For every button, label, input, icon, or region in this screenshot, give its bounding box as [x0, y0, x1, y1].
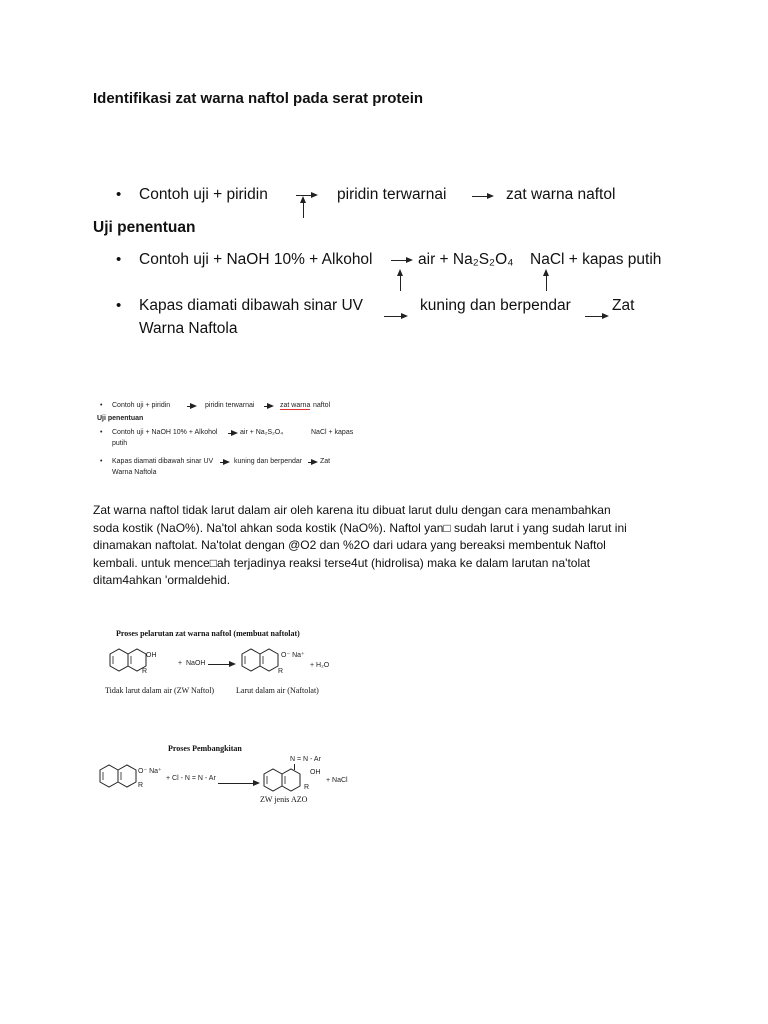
arrow-right-icon: [384, 316, 406, 317]
thumb-b1-reactants: Contoh uji + piridin: [112, 402, 171, 409]
paragraph-line: dinamakan naftolat. Na'tolat dengan @O2 dan %2O dari udara yang bereaksi membentuk Naftol: [93, 538, 606, 552]
arrow-right-icon: [187, 406, 195, 407]
bullet3-step3: Zat: [612, 297, 635, 314]
arrow-right-icon: [264, 406, 272, 407]
diagram2-caption: ZW jenis AZO: [260, 795, 308, 804]
paragraph-line: ditam4ahkan 'ormaldehid.: [93, 573, 231, 587]
thumb-b2-intermediate: air + Na₂S₂O₄: [240, 429, 284, 436]
bullet-dot: •: [116, 186, 122, 203]
thumb-b3-step3-cont: Warna Naftola: [112, 469, 157, 476]
naphthalene-ring-icon: [260, 766, 306, 796]
bullet2-intermediate: air + Na₂S₂O₄: [418, 251, 514, 268]
thumb-b1-product-cont: naftol: [313, 402, 331, 409]
arrow-right-icon: [220, 462, 228, 463]
diagram2-oh: OH: [310, 769, 321, 776]
thumb-b1-product: zat warna: [280, 402, 311, 409]
bullet2-reactants: Contoh uji + NaOH 10% + Alkohol: [139, 251, 373, 268]
bullet-dot: •: [116, 297, 122, 314]
list-thumbnail-image: • Contoh uji + piridin piridin terwarnai zat warna naftol Uji penentuan • Contoh uji + NaOH 10% + Alkohol air + Na₂S₂O₄ NaCl + kapas putih • Kapas diamati dibawah sinar UV kuning dan berpendar Zat Warna Naftola: [97, 402, 354, 476]
arrow-right-icon: [296, 195, 316, 196]
diagram2-title: Proses Pembangkitan: [168, 744, 242, 753]
arrow-right-icon: [208, 664, 234, 665]
thumb-heading: Uji penentuan: [97, 415, 144, 422]
diagram2-r1: R: [138, 782, 144, 789]
paragraph-line: soda kostik (NaO%). Na'tol ahkan soda kostik (NaO%). Naftol yan□ sudah larut i yang sudah larut ini: [93, 520, 627, 535]
page-title: Identifikasi zat warna naftol pada serat protein: [93, 90, 424, 107]
bullet3-step3-cont: Warna Naftola: [139, 320, 238, 337]
diagram1-plus: +: [178, 660, 183, 667]
arrow-right-icon: [472, 196, 492, 197]
naphthalene-ring-icon: [96, 762, 142, 792]
paragraph-line: Zat warna naftol tidak larut dalam air oleh karena itu dibuat larut dulu dengan cara menambahkan: [93, 503, 611, 517]
diagram-naftolat-reaction: [98, 626, 358, 702]
diagram2-azo-group: N = N - Ar: [290, 756, 321, 763]
diagram1-naoh: NaOH: [186, 660, 206, 667]
arrow-right-icon: [228, 433, 236, 434]
body-paragraph: [93, 502, 693, 590]
bullet-dot: •: [116, 251, 122, 268]
arrow-right-icon: [391, 260, 411, 261]
diagram1-r1: R: [142, 668, 148, 675]
arrow-right-icon: [308, 462, 316, 463]
diagram1-water: + H₂O: [310, 662, 330, 669]
diagram2-reagent: + Cl - N = N - Ar: [166, 775, 216, 782]
thumb-b3-step3: Zat: [320, 458, 331, 465]
thumb-b2-product-cont: putih: [112, 440, 128, 447]
bullet3-step2: kuning dan berpendar: [420, 297, 571, 314]
diagram1-ona: O⁻ Na⁺: [281, 652, 305, 659]
diagram1-caption-left: Tidak larut dalam air (ZW Naftol): [105, 686, 215, 695]
thumb-b2-product: NaCl + kapas: [311, 429, 354, 436]
bullet1-reactants: Contoh uji + piridin: [139, 186, 268, 203]
arrow-up-icon: [303, 198, 304, 218]
bullet1-product: zat warna naftol: [506, 186, 616, 203]
diagram1-oh: OH: [146, 652, 157, 659]
diagram1-r2: R: [278, 668, 284, 675]
section-heading-uji-penentuan: Uji penentuan: [93, 219, 196, 236]
diagram2-ona: O⁻ Na⁺: [138, 768, 162, 775]
arrow-up-icon: [546, 271, 547, 291]
bullet2-product: NaCl + kapas putih: [530, 251, 662, 268]
bullet3-step1: Kapas diamati dibawah sinar UV: [139, 297, 364, 314]
diagram1-title: Proses pelarutan zat warna naftol (membuat naftolat): [116, 629, 300, 638]
thumb-b1-intermediate: piridin terwarnai: [205, 402, 255, 409]
thumb-b3-step2: kuning dan berpendar: [234, 458, 303, 465]
diagram-azo-coupling: [96, 742, 364, 808]
diagram1-caption-right: Larut dalam air (Naftolat): [236, 686, 319, 695]
diagram2-nacl: + NaCl: [326, 777, 348, 784]
paragraph-line: kembali. untuk mence□ah terjadinya reaksi terse4ut (hidrolisa) maka ke dalam larutan na'tolat: [93, 555, 591, 570]
thumb-b2-reactants: Contoh uji + NaOH 10% + Alkohol: [112, 429, 218, 436]
arrow-up-icon: [400, 271, 401, 291]
arrow-right-icon: [218, 783, 258, 784]
bullet1-intermediate: piridin terwarnai: [337, 186, 447, 203]
thumb-b3-step1: Kapas diamati dibawah sinar UV: [112, 458, 214, 465]
diagram2-r2: R: [304, 784, 310, 791]
arrow-right-icon: [585, 316, 607, 317]
